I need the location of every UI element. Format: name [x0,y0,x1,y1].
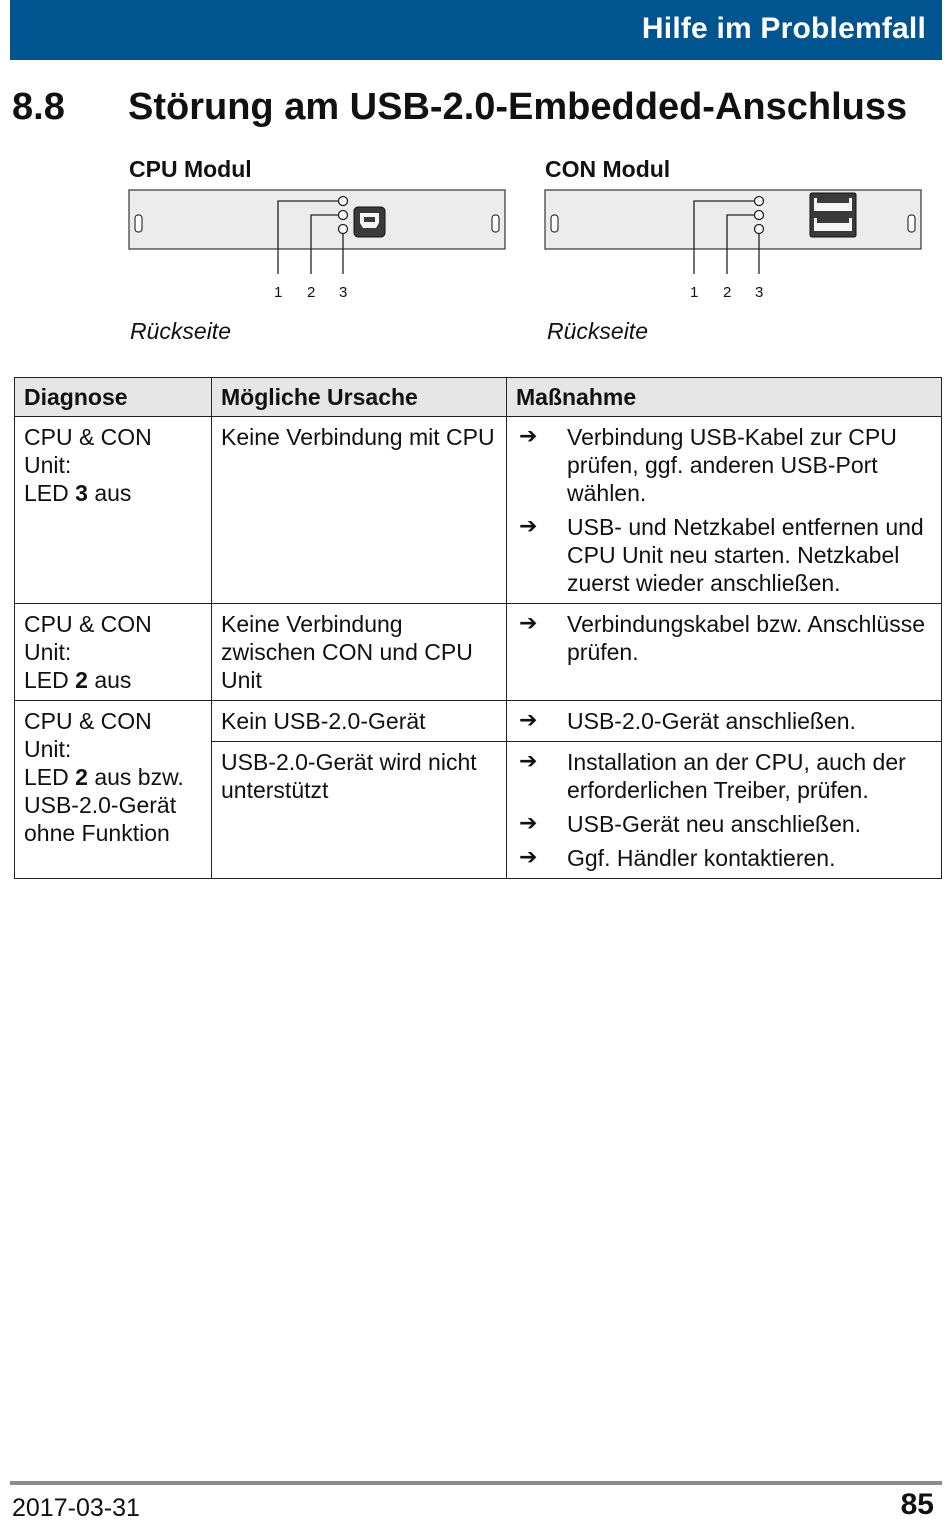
arrow-right-icon: ➔ [519,845,538,870]
con-led-label-3: 3 [755,284,764,301]
cpu-module-caption: Rückseite [130,318,231,344]
footer-date: 2017-03-31 [12,1494,140,1522]
diagnosis-text: Unit: [24,736,72,762]
measure-text: USB- und Netzkabel entfernen und CPU Unit neu starten. Netzkabel zuerst wieder anschließen. [567,514,924,596]
con-module-title: CON Modul [545,156,671,182]
measure-text: Verbindung USB-Kabel zur CPU prüfen, ggf. anderen USB-Port wählen. [567,424,897,506]
header-title: Hilfe im Problemfall [641,12,926,45]
led-prefix: LED [24,764,76,790]
led-suffix: aus bzw. [87,764,184,790]
led-number: 2 [75,764,88,790]
section-number: 8.8 [12,86,65,128]
measure-item [516,513,932,597]
diagnosis-cell [15,701,212,879]
measure-item [516,423,932,507]
measure-item [516,610,932,666]
cause-cell: Kein USB-2.0-Gerät [212,701,507,742]
diagnosis-led [24,666,202,694]
measure-text: Ggf. Händler kontaktieren. [567,845,836,871]
cause-cell: Keine Verbindung zwischen CON und CPU Unit [212,604,507,701]
footer-divider [10,1481,942,1485]
led-suffix: aus [87,667,132,693]
con-module-rear-diagram [542,186,924,306]
table-row [15,604,942,701]
cpu-module-title: CPU Modul [129,156,252,182]
con-led-label-1: 1 [690,284,699,301]
cpu-led-label-1: 1 [274,284,283,301]
diagnosis-text: CPU & CON [24,708,152,734]
measure-item [516,707,932,735]
measure-cell [507,701,942,742]
measure-text: USB-Gerät neu anschließen. [567,811,862,837]
arrow-right-icon: ➔ [519,708,538,733]
diagnosis-text: CPU & CON [24,611,152,637]
measure-text: USB-2.0-Gerät anschließen. [567,708,856,734]
page-number: 85 [900,1488,934,1521]
measure-text: Verbindungskabel bzw. Anschlüsse prüfen. [567,611,926,665]
diagnosis-text: ohne Funktion [24,820,170,846]
measure-item [516,844,932,872]
header-bar [10,0,942,60]
table-row [15,417,942,604]
measure-cell [507,742,942,879]
measure-text: Installation an der CPU, auch der erforderlichen Treiber, prüfen. [567,749,906,803]
measure-cell [507,417,942,604]
diagnosis-text: Unit: [24,452,72,478]
diagnosis-text: CPU & CON [24,424,152,450]
troubleshooting-table [14,377,942,879]
led-number: 3 [75,480,88,506]
section-title: Störung am USB-2.0-Embedded-Anschluss [128,86,908,128]
header-massnahme: Maßnahme [507,378,942,417]
con-module-caption: Rückseite [547,318,648,344]
cause-cell: Keine Verbindung mit CPU [212,417,507,604]
led-prefix: LED [24,667,76,693]
arrow-right-icon: ➔ [519,424,538,449]
cause-cell: USB-2.0-Gerät wird nicht unterstützt [212,742,507,879]
diagnosis-text: USB-2.0-Gerät [24,792,177,818]
arrow-right-icon: ➔ [519,749,538,774]
diagnosis-led [24,763,202,791]
cpu-module-rear-diagram [126,186,508,306]
led-prefix: LED [24,480,76,506]
table-row [15,701,942,742]
measure-item [516,810,932,838]
cpu-led-label-3: 3 [339,284,348,301]
diagnosis-text: Unit: [24,639,72,665]
table-header-row [15,378,942,417]
diagnosis-cell [15,604,212,701]
arrow-right-icon: ➔ [519,514,538,539]
con-led-label-2: 2 [723,284,732,301]
measure-item [516,748,932,804]
measure-cell [507,604,942,701]
led-suffix: aus [87,480,132,506]
cpu-led-label-2: 2 [307,284,316,301]
led-number: 2 [75,667,88,693]
diagnosis-led [24,479,202,507]
header-ursache: Mögliche Ursache [212,378,507,417]
section-heading [12,86,907,129]
arrow-right-icon: ➔ [519,811,538,836]
arrow-right-icon: ➔ [519,611,538,636]
header-diagnose: Diagnose [15,378,212,417]
diagnosis-cell [15,417,212,604]
